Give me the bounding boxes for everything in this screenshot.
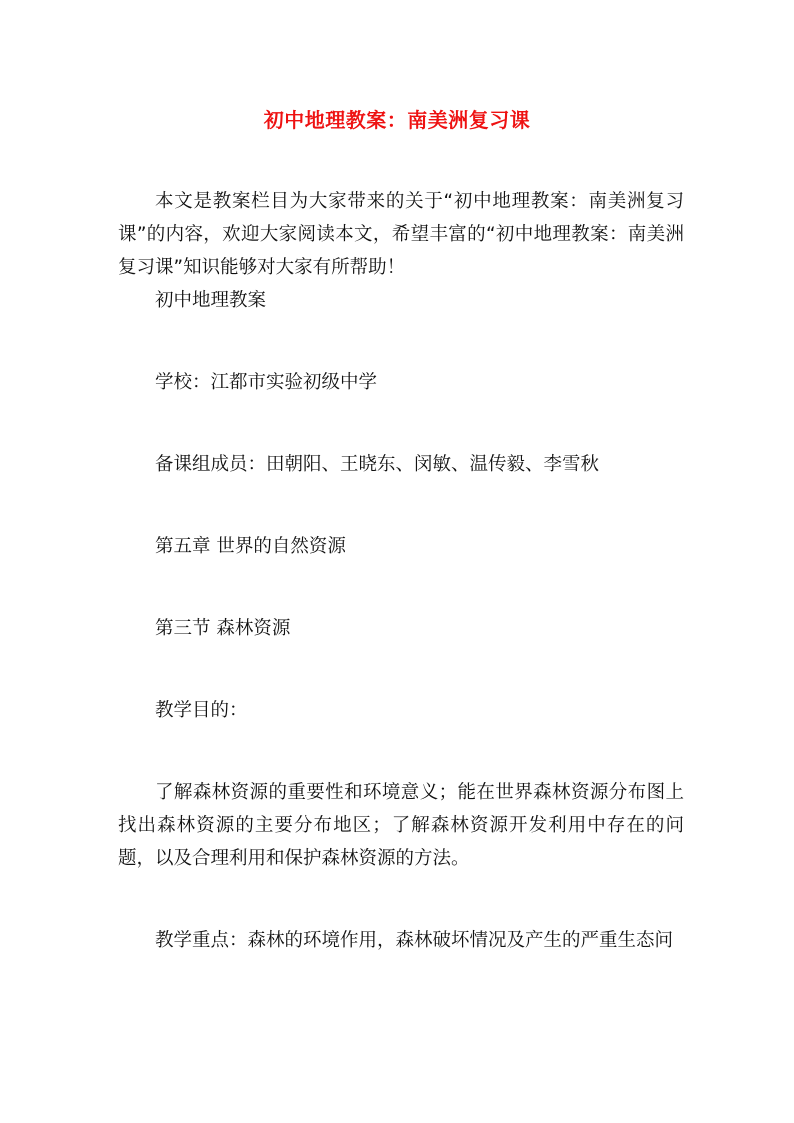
teaching-objectives-text: 了解森林资源的重要性和环境意义；能在世界森林资源分布图上找出森林资源的主要分布地区；了解森林资源开发利用中存在的问题，以及合理利用和保护森林资源的方法。 <box>118 782 684 869</box>
subject-label: 初中地理教案 <box>155 290 267 311</box>
paragraph-spacer <box>118 645 684 694</box>
paragraph-spacer <box>118 727 684 776</box>
intro-paragraph: 本文是教案栏目为大家带来的关于“初中地理教案：南美洲复习课”的内容，欢迎大家阅读本文，希望丰富的“初中地理教案：南美洲复习课”知识能够对大家有所帮助！ <box>118 191 684 278</box>
paragraph-spacer <box>118 481 684 530</box>
paragraph-spacer <box>118 317 684 366</box>
paragraph-spacer <box>118 563 684 612</box>
paragraph-spacer <box>118 875 684 924</box>
school-line: 学校：江都市实验初级中学 <box>155 372 378 393</box>
document-title: 初中地理教案：南美洲复习课 <box>263 108 531 132</box>
teaching-focus-text: 教学重点：森林的环境作用，森林破坏情况及产生的严重生态问 <box>155 930 674 951</box>
chapter-heading: 第五章 世界的自然资源 <box>155 536 346 557</box>
paragraph-spacer <box>118 399 684 448</box>
teaching-objectives-label: 教学目的： <box>155 700 248 721</box>
section-heading: 第三节 森林资源 <box>155 618 291 639</box>
document-body <box>118 185 684 957</box>
team-members-line: 备课组成员：田朝阳、王晓东、闵敏、温传毅、李雪秋 <box>155 454 600 475</box>
